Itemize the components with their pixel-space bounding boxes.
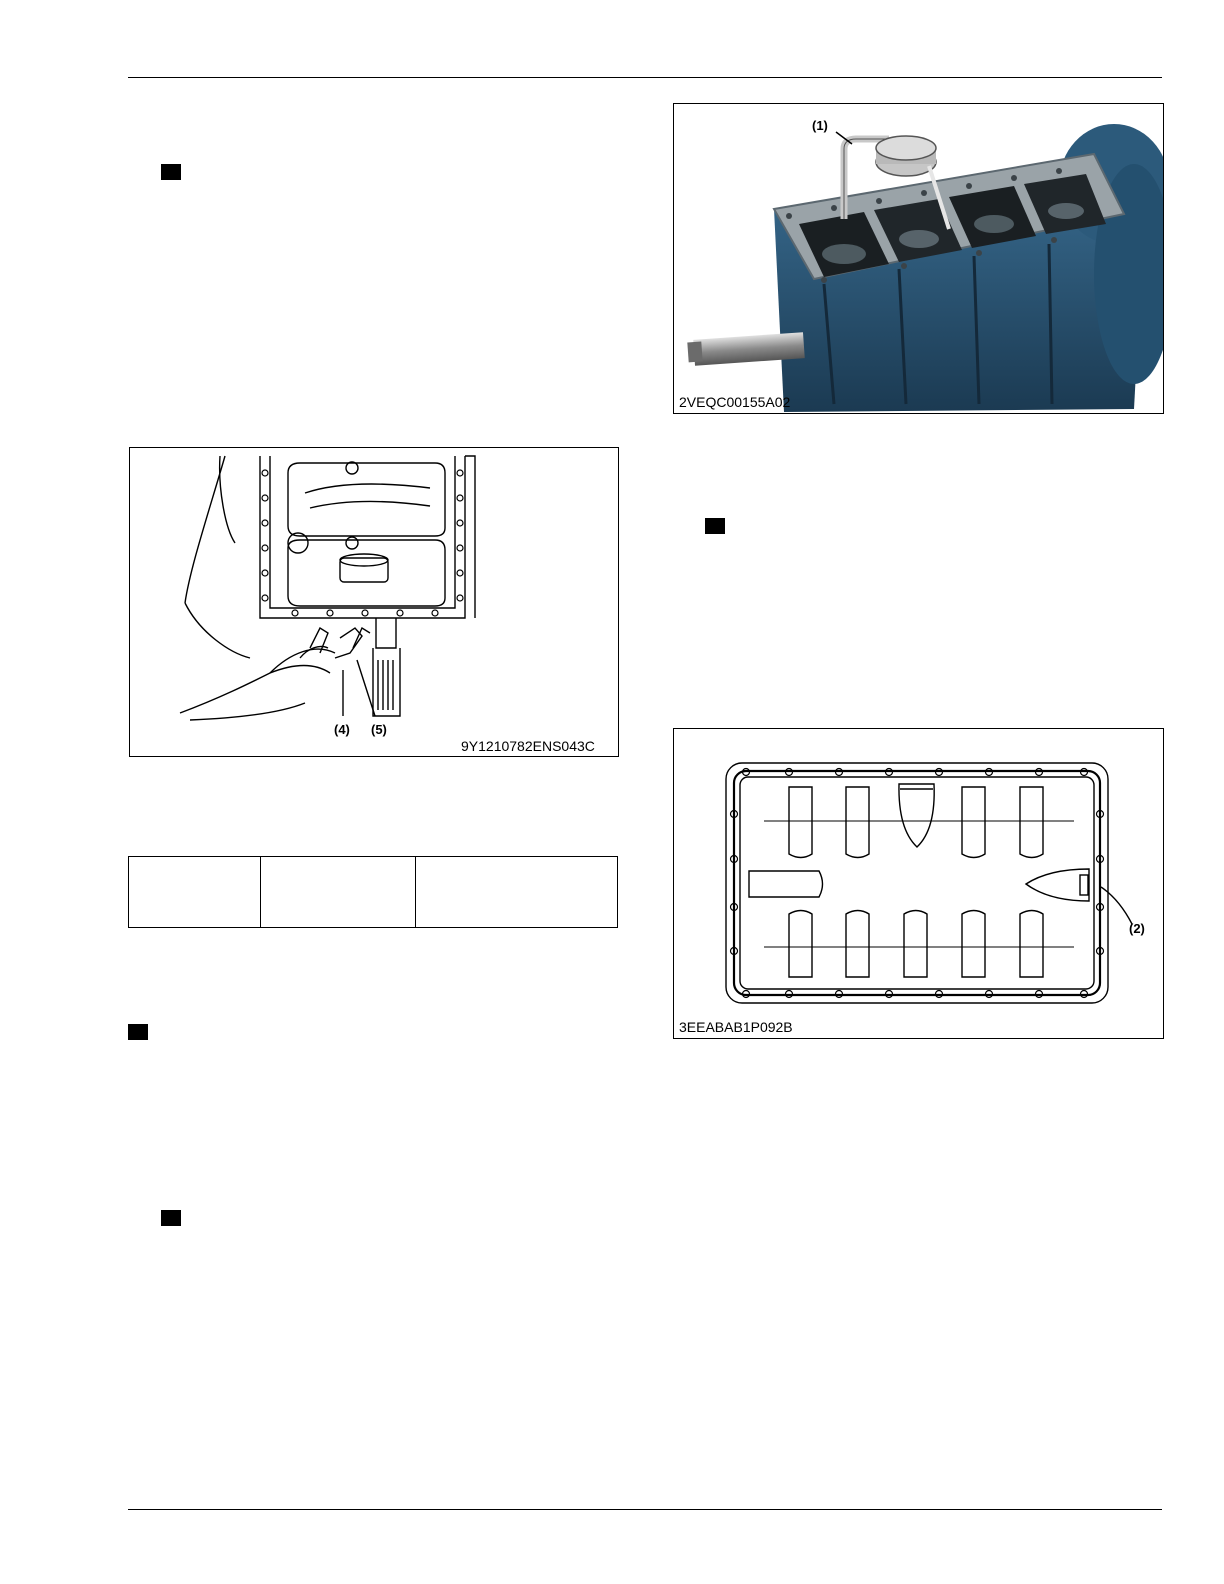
- callout-4: (4): [334, 722, 350, 737]
- spec-table: [128, 856, 618, 928]
- table-cell: [261, 857, 416, 928]
- section-marker-1: [161, 164, 181, 180]
- section-marker-4: [705, 518, 725, 534]
- shift-fork-drawing: [130, 448, 619, 757]
- callout-2: (2): [1129, 921, 1145, 936]
- figure-code-oil-pan: 3EEABAB1P092B: [679, 1019, 793, 1035]
- engine-photo: [674, 104, 1164, 414]
- figure-code-shift-fork: 9Y1210782ENS043C: [461, 738, 595, 754]
- table-cell: [129, 857, 261, 928]
- section-marker-3: [161, 1210, 181, 1226]
- table-row: [129, 857, 618, 928]
- footer-rule: [128, 1509, 1162, 1510]
- header-rule: [128, 77, 1162, 78]
- callout-1: (1): [812, 118, 828, 133]
- oil-pan-drawing: [674, 729, 1164, 1039]
- callout-5: (5): [371, 722, 387, 737]
- shift-fork-figure: [129, 447, 619, 757]
- engine-photo-figure: [673, 103, 1164, 414]
- figure-code-engine-photo: 2VEQC00155A02: [679, 394, 791, 410]
- section-marker-2: [128, 1024, 148, 1040]
- oil-pan-figure: [673, 728, 1164, 1039]
- table-cell: [416, 857, 618, 928]
